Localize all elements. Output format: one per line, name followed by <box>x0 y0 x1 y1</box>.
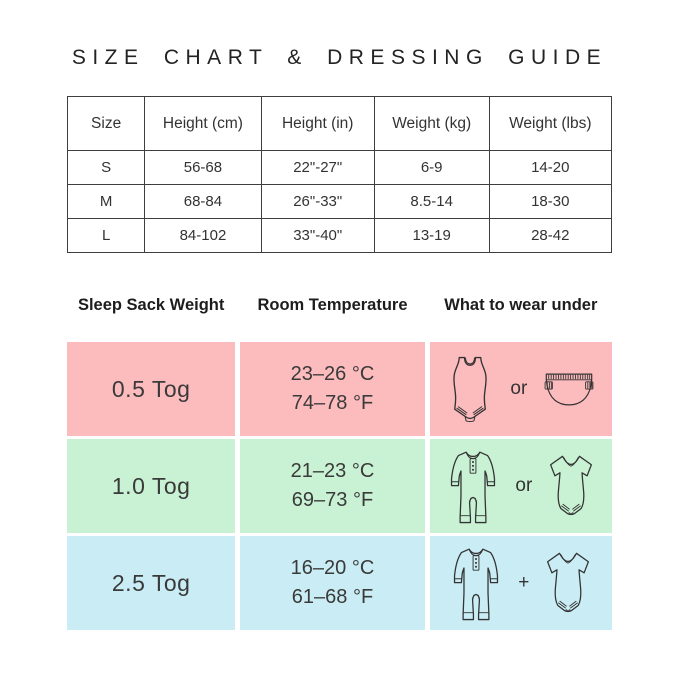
temperature-cell-2-5 <box>240 536 424 630</box>
cell-weight-lbs: 18-30 <box>489 185 611 219</box>
guide-header-what-to-wear-under: What to wear under <box>444 296 598 314</box>
diaper-icon <box>538 366 600 413</box>
size-table <box>67 96 612 253</box>
table-row-size-l <box>68 219 612 253</box>
temp-fahrenheit: 69–73 °F <box>291 489 374 511</box>
cell-weight-lbs: 28-42 <box>489 219 611 253</box>
cell-height-in: 26"-33" <box>261 185 374 219</box>
temperature-cell-1-0 <box>240 439 424 533</box>
guide-header-sleep-sack-weight: Sleep Sack Weight <box>77 296 225 314</box>
cell-height-in: 22"-27" <box>261 151 374 185</box>
dressing-guide-headers <box>67 296 612 315</box>
cell-height-in: 33"-40" <box>261 219 374 253</box>
tog-cell-0-5: 0.5 Tog <box>67 342 235 436</box>
cell-weight-kg: 8.5-14 <box>374 185 489 219</box>
guide-header-room-temperature: Room Temperature <box>257 296 408 314</box>
cell-height-cm: 68-84 <box>145 185 261 219</box>
connector-label: or <box>515 475 533 496</box>
col-header-height-in: Height (in) <box>261 97 374 151</box>
cell-height-cm: 84-102 <box>145 219 261 253</box>
table-row-size-m <box>68 185 612 219</box>
size-table-header-row <box>68 97 612 151</box>
wear-cell-2-5 <box>430 536 612 630</box>
cell-weight-kg: 13-19 <box>374 219 489 253</box>
temperature-cell-0-5 <box>240 342 424 436</box>
cell-weight-lbs: 14-20 <box>489 151 611 185</box>
page-title: SIZE CHART & DRESSING GUIDE <box>71 46 608 69</box>
temp-celsius: 21–23 °C <box>290 460 375 482</box>
wear-cell-1-0 <box>430 439 612 533</box>
col-header-size: Size <box>68 97 145 151</box>
cell-weight-kg: 6-9 <box>374 151 489 185</box>
footed-pajama-icon <box>445 544 507 623</box>
col-header-weight-lbs: Weight (lbs) <box>489 97 611 151</box>
bodysuit-icon <box>543 452 599 520</box>
sleeveless-bodysuit-icon <box>441 354 499 424</box>
cell-size: M <box>68 185 145 219</box>
cell-size: L <box>68 219 145 253</box>
wear-cell-0-5 <box>430 342 612 436</box>
footed-pajama-icon <box>442 447 504 526</box>
bodysuit-icon <box>540 549 596 617</box>
connector-label: or <box>510 378 528 399</box>
col-header-height-cm: Height (cm) <box>145 97 261 151</box>
temp-fahrenheit: 61–68 °F <box>291 586 374 608</box>
col-header-weight-kg: Weight (kg) <box>374 97 489 151</box>
tog-cell-2-5: 2.5 Tog <box>67 536 235 630</box>
cell-height-cm: 56-68 <box>145 151 261 185</box>
cell-size: S <box>68 151 145 185</box>
temp-fahrenheit: 74–78 °F <box>291 392 374 414</box>
dressing-guide-grid <box>67 342 612 630</box>
connector-label: + <box>518 572 530 593</box>
tog-cell-1-0: 1.0 Tog <box>67 439 235 533</box>
temp-celsius: 23–26 °C <box>290 363 375 385</box>
table-row-size-s <box>68 151 612 185</box>
temp-celsius: 16–20 °C <box>290 557 375 579</box>
